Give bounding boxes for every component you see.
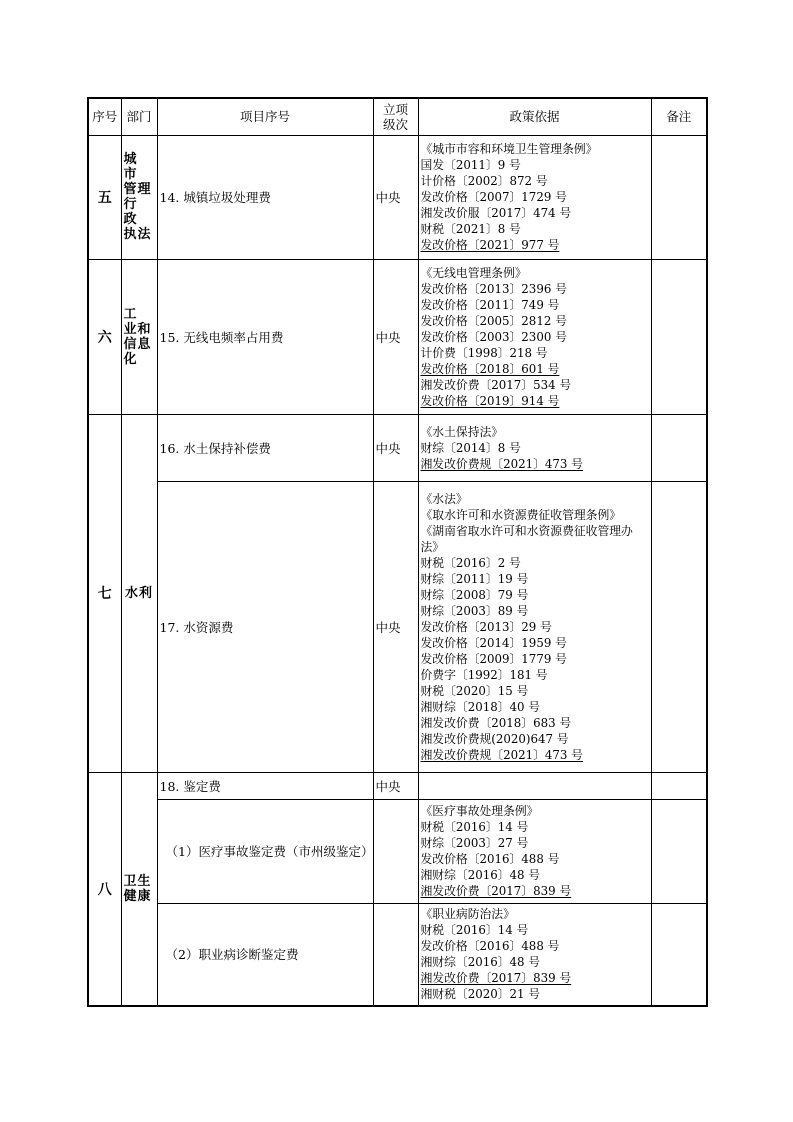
row-level: 中央	[373, 481, 418, 772]
basis-line: 《职业病防治法》	[420, 907, 515, 922]
basis-line: 湘财综〔2018〕40 号	[420, 699, 541, 714]
table-row	[88, 903, 707, 1006]
basis-line: 《城市市容和环境卫生管理条例》	[420, 142, 598, 156]
table-row	[88, 259, 707, 414]
table-row	[88, 772, 707, 799]
basis-line: 《水法》	[420, 491, 468, 506]
row-note	[651, 903, 707, 1006]
row-basis	[418, 135, 651, 259]
header-dept: 部门	[121, 98, 157, 135]
basis-line: 财综〔2014〕8 号	[420, 440, 521, 455]
row-note	[651, 414, 707, 481]
table-row	[88, 799, 707, 903]
row-note	[651, 481, 707, 772]
basis-line: 财税〔2016〕14 号	[420, 923, 529, 938]
row-level: 中央	[373, 414, 418, 481]
row-basis	[418, 414, 651, 481]
row-item: 17. 水资源费	[157, 481, 373, 772]
basis-line: 发改价格〔2014〕1959 号	[420, 635, 567, 650]
header-basis: 政策依据	[418, 98, 651, 135]
row-note	[651, 259, 707, 414]
basis-line: 财综〔2011〕19 号	[420, 571, 529, 586]
basis-line: 《无线电管理条例》	[420, 265, 527, 280]
basis-line: 湘发改价服〔2017〕474 号	[420, 206, 572, 220]
row-no: 七	[88, 414, 121, 772]
basis-line: 财综〔2008〕79 号	[420, 587, 529, 602]
row-basis	[418, 481, 651, 772]
row-level	[373, 903, 418, 1006]
basis-line: 湘发改价费规〔2021〕473 号	[420, 456, 583, 471]
basis-line: 湘财综〔2016〕48 号	[420, 868, 541, 882]
row-level: 中央	[373, 772, 418, 799]
basis-line: 发改价格〔2013〕2396 号	[420, 281, 567, 296]
basis-line: 国发〔2011〕9 号	[420, 158, 521, 172]
fee-policy-table	[87, 97, 708, 1007]
row-no: 八	[88, 772, 121, 1006]
row-note	[651, 772, 707, 799]
header-item: 项目序号	[157, 98, 373, 135]
basis-line: 发改价格〔2018〕601 号	[420, 361, 560, 376]
basis-line: 发改价格〔2007〕1729 号	[420, 190, 567, 204]
basis-line: 发改价格〔2009〕1779 号	[420, 651, 567, 666]
row-level: 中央	[373, 135, 418, 259]
basis-line: 发改价格〔2011〕749 号	[420, 297, 560, 312]
row-level	[373, 799, 418, 903]
basis-line: 发改价格〔2003〕2300 号	[420, 329, 567, 344]
row-basis	[418, 259, 651, 414]
basis-line: 财综〔2003〕89 号	[420, 603, 529, 618]
basis-line: 《取水许可和水资源费征收管理条例》	[420, 507, 622, 522]
table-row	[88, 135, 707, 259]
row-dept: 水利	[121, 414, 157, 772]
row-note	[651, 135, 707, 259]
basis-line: 计价费〔1998〕218 号	[420, 345, 548, 360]
row-no: 六	[88, 259, 121, 414]
basis-line: 湘发改价费〔2017〕839 号	[420, 884, 572, 898]
header-row	[88, 98, 707, 135]
basis-line: 发改价格〔2016〕488 号	[420, 939, 560, 954]
basis-line: 财税〔2016〕2 号	[420, 555, 521, 570]
basis-line: 湘发改价费规(2020)647 号	[420, 731, 569, 746]
basis-line: 湘发改价费〔2017〕534 号	[420, 377, 572, 392]
table-row	[88, 414, 707, 481]
row-dept: 工 业和 信息化	[121, 259, 157, 414]
basis-line: 湘财税〔2020〕21 号	[420, 987, 541, 1002]
basis-line: 价费字〔1992〕181 号	[420, 667, 548, 682]
basis-line: 《水土保持法》	[420, 424, 504, 439]
table-row	[88, 481, 707, 772]
basis-line: 计价格〔2002〕872 号	[420, 174, 548, 188]
basis-line: 财税〔2016〕14 号	[420, 820, 529, 834]
basis-line: 财综〔2003〕27 号	[420, 836, 529, 850]
row-dept: 城 市 管理行 政 执法	[121, 135, 157, 259]
basis-line: 发改价格〔2021〕977 号	[420, 238, 560, 252]
row-item: 15. 无线电频率占用费	[157, 259, 373, 414]
basis-line: 财税〔2021〕8 号	[420, 222, 521, 236]
basis-line: 《医疗事故处理条例》	[420, 804, 539, 818]
row-item: （2）职业病诊断鉴定费	[157, 903, 373, 1006]
row-item: （1）医疗事故鉴定费（市州级鉴定）	[157, 799, 373, 903]
basis-line: 发改价格〔2016〕488 号	[420, 852, 560, 866]
basis-line: 发改价格〔2013〕29 号	[420, 619, 552, 634]
row-basis	[418, 903, 651, 1006]
basis-line: 《湖南省取水许可和水资源费征收管理办法》	[420, 523, 633, 554]
header-note: 备注	[651, 98, 707, 135]
basis-line: 财税〔2020〕15 号	[420, 683, 529, 698]
basis-line: 湘发改价费规〔2021〕473 号	[420, 747, 583, 762]
header-level: 立项级次	[373, 98, 418, 135]
row-basis	[418, 799, 651, 903]
row-no: 五	[88, 135, 121, 259]
row-dept: 卫生健康	[121, 772, 157, 1006]
row-level: 中央	[373, 259, 418, 414]
row-item: 18. 鉴定费	[157, 772, 373, 799]
basis-line: 湘发改价费〔2017〕839 号	[420, 971, 572, 986]
row-item: 16. 水土保持补偿费	[157, 414, 373, 481]
row-basis	[418, 772, 651, 799]
basis-line: 湘发改价费〔2018〕683 号	[420, 715, 572, 730]
row-item: 14. 城镇垃圾处理费	[157, 135, 373, 259]
header-no: 序号	[88, 98, 121, 135]
basis-line: 湘财综〔2016〕48 号	[420, 955, 541, 970]
row-note	[651, 799, 707, 903]
basis-line: 发改价格〔2019〕914 号	[420, 393, 560, 408]
basis-line: 发改价格〔2005〕2812 号	[420, 313, 567, 328]
